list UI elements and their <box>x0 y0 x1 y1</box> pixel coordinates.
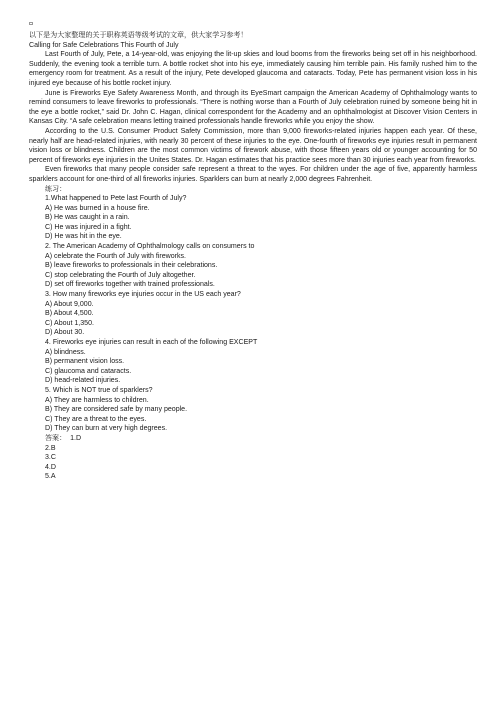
option-4b: B) permanent vision loss. <box>45 358 125 366</box>
answer-4: 4.D <box>45 463 56 471</box>
option-4c: C) glaucoma and cataracts. <box>45 367 132 375</box>
option-1b: B) He was caught in a rain. <box>45 214 130 222</box>
option-3d: D) About 30. <box>45 329 85 337</box>
exercise-label: 练习： <box>45 185 67 193</box>
exercise-section <box>29 185 477 482</box>
option-2b: B) leave fireworks to professionals in their celebrations. <box>45 262 218 270</box>
option-2c: C) stop celebrating the Fourth of July altogether. <box>45 271 196 279</box>
option-5d: D) They can burn at very high degrees. <box>45 425 168 433</box>
option-4d: D) head-related injuries. <box>45 377 121 385</box>
option-3a: A) About 9,000. <box>45 300 94 308</box>
option-1c: C) He was injured in a fight. <box>45 223 132 231</box>
paragraph-1: Last Fourth of July, Pete, a 14-year-old, was enjoying the lit-up skies and loud booms from the fireworks being set off in his neighborhood. Suddenly, the evening took a terrible turn. A bottle rocket shot into his eye, immediately causing him terrible pain. His family rushed him to the emergency room for treatment. As a result of the injury, Pete developed glaucoma and cataracts. Today, Pete has permanent vision loss in his injured eye because of his bottle rocket injury. <box>29 51 477 87</box>
answer-3: 3.C <box>45 454 56 462</box>
question-1: 1.What happened to Pete last Fourth of July? <box>45 195 187 203</box>
document-page <box>29 22 477 482</box>
option-1d: D) He was hit in the eye. <box>45 233 122 241</box>
option-3b: B) About 4,500. <box>45 310 94 318</box>
question-2: 2. The American Academy of Ophthalmology calls on consumers to <box>45 243 255 251</box>
intro-line: 以下是为大家整理的关于职称英语等级考试的文章，供大家学习参考！ <box>29 32 248 39</box>
paragraph-2: June is Fireworks Eye Safety Awareness Month, and through its EyeSmart campaign the American Academy of Ophthalmology wants to remind consumers to leave fireworks to professionals. “There is nothing worse than a Fourth of July celebration ruined by someone being hit in the eye a bottle rocket,” said Dr. John C. Hagan, clinical correspondent for the Academy and an ophthalmologist at Discover Vision Centers in Kansas City. “A safe celebration means letting trained professionals handle fireworks while you enjoy the show. <box>29 89 477 126</box>
paragraph-4: Even fireworks that many people consider safe represent a threat to the wyes. For children under the age of five, apparently harmless sparklers account for one-third of all fireworks injuries. Sparklers can burn at nearly 2,000 degrees Fahrenheit. <box>29 166 477 183</box>
question-4: 4. Fireworks eye injuries can result in each of the following EXCEPT <box>45 339 258 346</box>
option-3c: C) About 1,350. <box>45 319 94 327</box>
answer-5: 5.A <box>45 473 56 481</box>
option-4a: A) blindness. <box>45 348 86 356</box>
answer-2: 2.B <box>45 444 56 452</box>
question-5: 5. Which is NOT true of sparklers? <box>45 386 153 394</box>
answer-1: 1.D <box>70 434 82 442</box>
option-2d: D) set off fireworks together with trained professionals. <box>45 281 215 289</box>
option-5b: B) They are considered safe by many people. <box>45 406 188 414</box>
answers-line <box>45 434 477 444</box>
option-2a: A) celebrate the Fourth of July with fireworks. <box>45 252 186 260</box>
article-title: Calling for Safe Celebrations This Fourth of July <box>29 41 179 49</box>
option-1a: A) He was burned in a house fire. <box>45 204 150 212</box>
question-3: 3. How many fireworks eye injuries occur in the US each year? <box>45 291 241 299</box>
answers-label: 答案： <box>45 434 67 442</box>
paragraph-3: According to the U.S. Consumer Product Safety Commission, more than 9,000 fireworks-related injuries happen each year. Of these, nearly half are head-related injuries, with nearly 30 percent of these injuries to the eye. One-fourth of fireworks eye injuries result in permanent vision loss or blindness. Children are the most common victims of firework abuse, with those fifteen years old or younger accounting for 50 percent of fireworks eye injuries in the Unites States. Dr. Hagan estimates that his practice sees more than 30 injuries each year from fireworks. <box>29 127 477 164</box>
option-5a: A) They are harmless to children. <box>45 396 149 404</box>
option-5c: C) They are a threat to the eyes. <box>45 415 147 423</box>
